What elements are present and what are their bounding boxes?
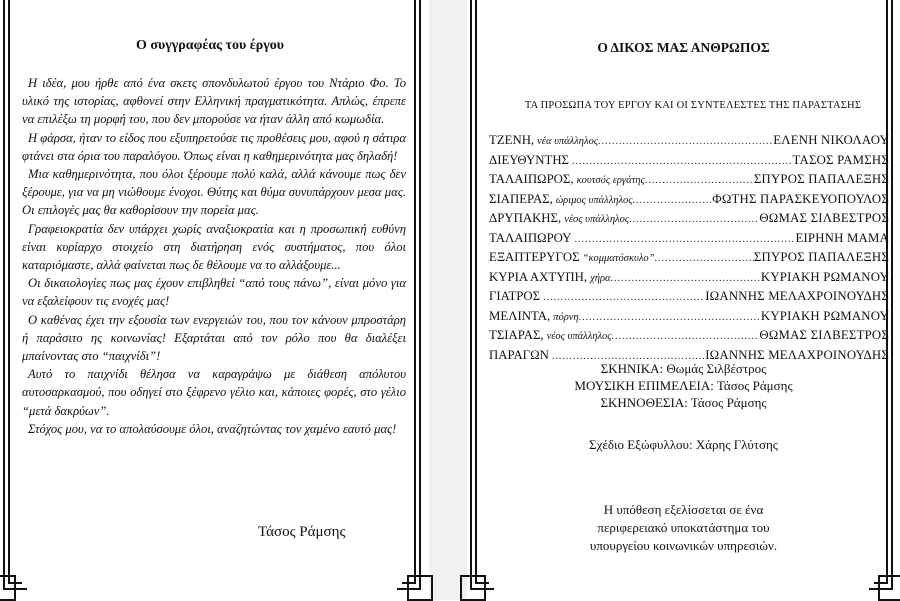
actor-name: ΕΙΡΗΝΗ ΜΑΜΑ [795, 230, 889, 245]
role-note: κουτσός εργάτης [576, 175, 645, 186]
cast-row [489, 231, 889, 251]
cast-row [489, 153, 889, 173]
page-title: Ο συγγραφέας του έργου [135, 38, 285, 53]
paragraph: Στόχος μου, να το απολαύσουμε όλοι, αναζητώντας τον χαμένο εαυτό μας! [28, 421, 397, 436]
cast-row [489, 250, 889, 270]
role-name: ΤΣΙΑΡΑΣ, [489, 328, 544, 342]
role-name: ΣΙΑΠΕΡΑΣ, [489, 191, 553, 206]
role-name: ΠΑΡΑΓΩΝ [489, 347, 549, 362]
cast-heading: ΤΑ ΠΡΟΣΩΠΑ ΤΟΥ ΕΡΓΟΥ ΚΑΙ ΟΙ ΣΥΝΤΕΛΕΣΤΕΣ ΤΗΣ ΠΑΡΑΣΤΑΣΗΣ [524, 100, 862, 111]
credit-sets: ΣΚΗΝΙΚΑ: Θωμάς Σιλβέστρος [600, 361, 767, 376]
dot-leader [575, 234, 796, 245]
author-note-page [0, 0, 429, 600]
plot-line: υπουργείου κοινωνικών υπηρεσιών. [589, 538, 778, 553]
actor-name: ΘΩΜΑΣ ΣΙΛΒΕΣΤΡΟΣ [759, 328, 889, 342]
author-signature: Τάσος Ράμσης [258, 524, 346, 540]
dot-leader [579, 312, 761, 323]
role-name: ΔΙΕΥΘΥΝΤΗΣ [489, 152, 570, 167]
actor-name: ΚΥΡΙΑΚΗ ΡΩΜΑΝΟΥ [760, 269, 889, 284]
paragraph: Αυτό το παιχνίδι θέλησα να καραγράψω με διάθεση απόλυτου αυτοσαρκασμού, που οδηγεί στο ξέφρενο γέλιο και, κάποιες φορές, στο γέλιο “μετά δακρύων”. [22, 367, 406, 418]
paragraph: Μια καθημερινότητα, που όλοι ξέρουμε πολύ καλά, αλλά κάνουμε πως δεν ξέρουμε, για να μη νιώθουμε ένοχοι. Θύτης και θύμα συνυπάρχουν μεσα μας. Οι επιλογές μας θα καθορίσουν την πορεία μας. [22, 167, 406, 218]
paragraph: Η φάρσα, ήταν το είδος που εξυπηρετούσε τις προθέσεις μου, αφού η σάτιρα φτάνει στα όρια του παραλόγου. Όπως είναι η καθημερινότητα μας δηλαδή! [22, 130, 406, 163]
cover-design-credit: Σχέδιο Εξώφυλλου: Χάρης Γλύτσης [589, 437, 778, 452]
role-note: νέος υπάλληλος [564, 214, 630, 225]
cast-row [489, 309, 889, 329]
dot-leader [645, 175, 754, 186]
credit-music: ΜΟΥΣΙΚΗ ΕΠΙΜΕΛΕΙΑ: Τάσος Ράμσης [574, 378, 793, 393]
actor-name: ΚΥΡΙΑΚΗ ΡΩΜΑΝΟΥ [760, 308, 889, 323]
cast-row [489, 328, 889, 348]
actor-name: ΙΩΑΝΝΗΣ ΜΕΛΑΧΡΟΙΝΟΥΔΗΣ [705, 347, 889, 362]
dot-leader [633, 195, 713, 206]
dot-leader [543, 292, 705, 303]
actor-name: ΣΠΥΡΟΣ ΠΑΠΑΛΕΞΗΣ [753, 172, 889, 186]
dot-leader [612, 331, 760, 342]
cast-row [489, 192, 889, 212]
cast-page [467, 0, 900, 600]
cast-row [489, 211, 889, 231]
actor-name: ΙΩΑΝΝΗΣ ΜΕΛΑΧΡΟΙΝΟΥΔΗΣ [705, 289, 889, 303]
actor-name: ΦΩΤΗΣ ΠΑΡΑΣΚΕΥΟΠΟΥΛΟΣ [712, 191, 889, 206]
role-name: ΔΡΥΠΑΚΗΣ, [489, 211, 562, 225]
cast-row [489, 289, 889, 309]
dot-leader [611, 273, 761, 284]
role-note: νέος υπάλληλος [546, 331, 612, 342]
cast-row [489, 270, 889, 290]
role-note: “κομματόσκυλο” [582, 253, 655, 264]
role-name: ΜΕΛΙΝΤΑ, [489, 308, 551, 323]
role-note: πόρνη [553, 311, 579, 323]
paragraph: Η ιδέα, μου ήρθε από ένα σκετς σπονδυλωτού έργου του Ντάριο Φο. Το υλικό της ιστορίας, αφθονεί στην Ελληνική πραγματικότητα. Απλώς, έπρεπε να επιλέξω τη μορφή του, που δεν μπορούσε να ήταν άλλη από κωμωδία. [22, 76, 406, 127]
role-name: ΤΑΛΑΙΠΩΡΟΣ, [489, 172, 574, 186]
paragraph: Γραφειοκρατία δεν υπάρχει χωρίς αναξιοκρατία και η προσωπική ευθύνη είναι κυρίαρχο στοιχείο στη διατήρηση ενός συστήματος, που όλοι καταριόμαστε, αλλά φαίνεται πως δε θέλουμε να το αλλάξουμε... [22, 221, 406, 273]
role-name: ΓΙΑΤΡΟΣ [489, 289, 541, 303]
cast-row [489, 172, 889, 192]
paragraph: Οι δικαιολογίες πως μας έχουν επιβληθεί “από τους πάνω”, είναι μόνο για να εξαλείφουν τις ενοχές μας! [22, 276, 406, 309]
plot-setting [467, 501, 900, 555]
dot-leader [598, 136, 773, 147]
role-note: χήρα [590, 272, 611, 284]
cast-list [489, 133, 889, 367]
dot-leader [629, 214, 759, 225]
actor-name: ΤΑΣΟΣ ΡΑΜΣΗΣ [792, 152, 889, 167]
role-name: ΤΖΕΝΗ, [489, 133, 535, 147]
plot-line: Η υπόθεση εξελίσσεται σε ένα [603, 502, 764, 517]
role-name: ΕΞΑΠΤΕΡΥΓΟΣ [489, 250, 580, 264]
author-note-body [22, 74, 406, 438]
production-credits [467, 360, 900, 411]
actor-name: ΣΠΥΡΟΣ ΠΑΠΑΛΕΞΗΣ [753, 250, 889, 264]
role-note: νέα υπάλληλος [537, 136, 599, 147]
role-note: ώριμος υπάλληλος [555, 194, 633, 206]
play-title: Ο ΔΙΚΟΣ ΜΑΣ ΑΝΘΡΩΠΟΣ [597, 40, 770, 55]
role-name: ΤΑΛΑΙΠΩΡΟΥ [489, 230, 572, 245]
actor-name: ΕΛΕΝΗ ΝΙΚΟΛΑΟΥ [773, 133, 889, 147]
actor-name: ΘΩΜΑΣ ΣΙΛΒΕΣΤΡΟΣ [759, 211, 889, 225]
plot-line: περιφερειακό υποκατάστημα του [597, 520, 770, 535]
dot-leader [572, 156, 793, 167]
page-gutter [429, 0, 467, 600]
credit-direction: ΣΚΗΝΟΘΕΣΙΑ: Τάσος Ράμσης [600, 395, 767, 410]
cast-row [489, 133, 889, 153]
dot-leader [654, 253, 753, 264]
role-name: ΚΥΡΙΑ ΑΧΤΥΠΗ, [489, 269, 588, 284]
paragraph: Ο καθένας έχει την εξουσία των ενεργειών του, που τον κάνουν μπροστάρη ή παράσιτο ης κοινωνίας! Εξαρτάται από τον ρόλο που θα διαλέξει μπαίνοντας στο “παιχνίδι”! [22, 312, 406, 364]
